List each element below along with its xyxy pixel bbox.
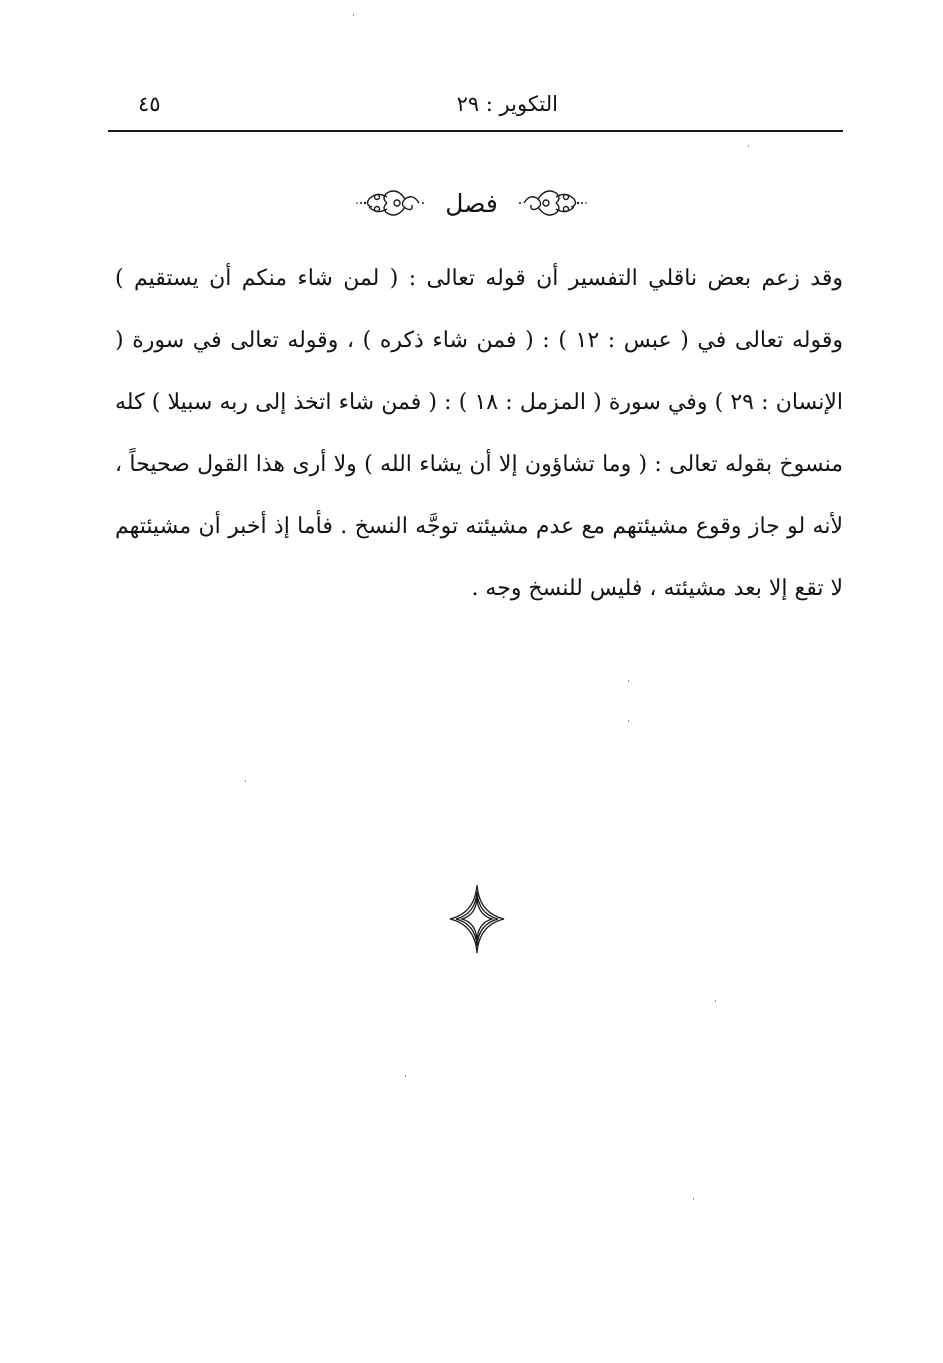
header-rule [108, 130, 843, 132]
body-paragraph: وقد زعم بعض ناقلي التفسير أن قوله تعالى : ( لمن شاء منكم أن يستقيم ) وقوله تعالى في ( عبس : ١٢ ) : ( فمن شاء ذكره ) ، وقوله تعالى في سورة ( الإنسان : ٢٩ ) وفي سورة ( المزمل : ١٨ ) : ( فمن شاء اتخذ إلى ربه سبيلا ) كله منسوخ بقوله تعالى : ( وما تشاؤون إلا أن يشاء الله ) ولا أرى هذا القول صحيحاً ، لأنه لو جاز وقوع مشيئتهم مع عدم مشيئته توجَّه النسخ . فأما إذ أخبر أن مشيئتهم لا تقع إلا بعد مشيئته ، فليس للنسخ وجه . [115, 266, 844, 601]
running-header [108, 88, 843, 124]
page-number: ٤٥ [138, 92, 161, 116]
scan-speck [353, 14, 354, 16]
section-heading-label: فصل [445, 188, 498, 218]
scan-speck [715, 1000, 716, 1002]
scan-speck [693, 1198, 694, 1200]
header-title: التكوير : ٢٩ [456, 92, 558, 116]
arabesque-ornament-icon [516, 185, 588, 221]
scan-speck [628, 680, 629, 682]
scan-speck [748, 145, 749, 147]
body-text [115, 248, 843, 620]
scan-speck [245, 780, 246, 782]
four-point-star-ornament-icon [448, 883, 506, 955]
arabesque-ornament-icon [355, 185, 427, 221]
scan-speck [628, 720, 629, 722]
scan-speck [405, 1075, 406, 1077]
section-heading [0, 178, 943, 228]
